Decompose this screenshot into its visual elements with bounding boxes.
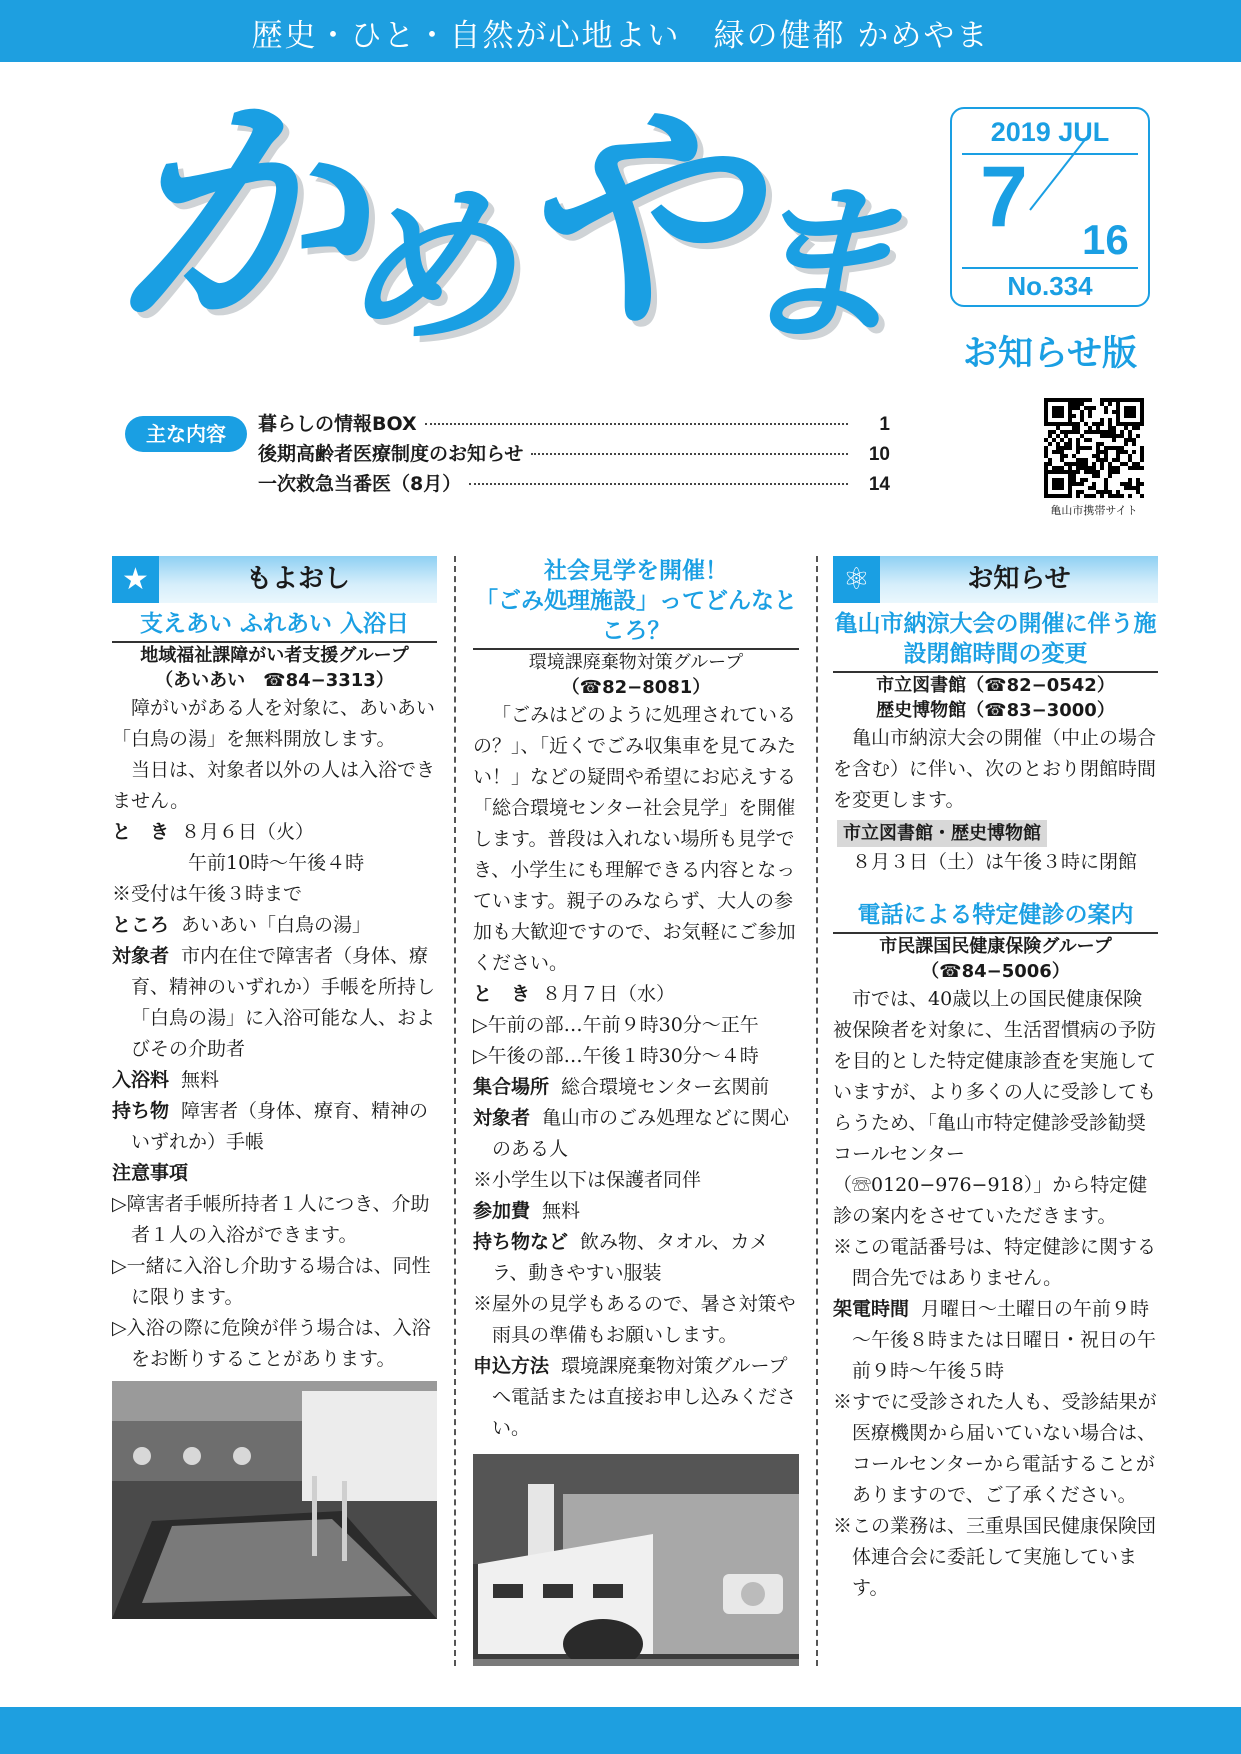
qr-code[interactable] (1044, 398, 1144, 498)
article-paragraph: 当日は、対象者以外の人は入浴できません。 (112, 759, 436, 812)
detail-value: 総合環境センター玄関前 (561, 1076, 770, 1098)
article-paragraph: 亀山市納涼大会の開催（中止の場合を含む）に伴い、次のとおり閉館時間を変更します。 (833, 727, 1157, 811)
article-department: 市民課国民健康保険グループ (879, 936, 1112, 957)
detail-key: 対象者 (473, 1107, 531, 1129)
issue-number: No.334 (1007, 271, 1093, 301)
issue-day: 16 (1082, 216, 1129, 263)
detail-key: 参加費 (473, 1200, 531, 1222)
masthead-char: や (512, 79, 753, 361)
feature-column (473, 556, 799, 1666)
detail-item (473, 1351, 799, 1444)
contents-item-page: 10 (868, 444, 890, 465)
bath-photo-image (112, 1381, 437, 1619)
detail-key: 持ち物など (473, 1231, 569, 1253)
detail-value: 環境課廃棄物対策グループへ電話または直接お申し込みください。 (492, 1355, 797, 1439)
detail-value: ▷午後の部…午後１時30分～４時 (473, 1045, 759, 1067)
detail-item (473, 1010, 799, 1041)
detail-key: 対象者 (112, 945, 170, 967)
section-header-title: もよおし (245, 564, 350, 594)
detail-value: ８月６日（火） (181, 821, 315, 843)
contents-list (258, 409, 890, 499)
detail-value: 午前10時～午後４時 (112, 852, 365, 874)
atom-icon: ⚛ (833, 556, 880, 603)
star-icon: ★ (112, 556, 159, 603)
detail-value: あいあい「白鳥の湯」 (181, 914, 372, 936)
detail-item (833, 1294, 1158, 1387)
contents-item-title: 後期高齢者医療制度のお知らせ (258, 443, 524, 465)
detail-value: ※受付は午後３時まで (112, 883, 303, 905)
detail-item (473, 1072, 799, 1103)
note-item: ▷障害者手帳所持者１人につき、介助者１人の入浴ができます。 (112, 1193, 430, 1246)
issue-year-month: 2019 JUL (990, 117, 1110, 147)
masthead-char: め (340, 165, 515, 370)
leader-dots (469, 483, 848, 485)
detail-item (112, 1096, 437, 1158)
issue-date-box (950, 107, 1150, 307)
masthead-logo (112, 68, 903, 380)
detail-key: と き (473, 983, 531, 1005)
detail-item (473, 1041, 799, 1072)
facility-badge: 市立図書館・歴史博物館 (837, 820, 1047, 847)
qr-code-graphic (1044, 398, 1144, 498)
events-column (112, 556, 437, 1666)
detail-key: と き (112, 821, 170, 843)
column-divider (816, 556, 818, 1666)
detail-key: ところ (112, 914, 170, 936)
note-item: ▷入浴の際に危険が伴う場合は、入浴をお断りすることがあります。 (112, 1317, 431, 1370)
detail-value: 飲み物、タオル、カメラ、動きやすい服装 (492, 1231, 769, 1284)
contents-item[interactable] (258, 439, 890, 469)
detail-key: 集合場所 (473, 1076, 550, 1098)
slogan: 歴史・ひと・自然が心地よい 緑の健都 かめやま (251, 18, 990, 54)
column-divider (454, 556, 456, 1666)
detail-value: 障害者（身体、療育、精神のいずれか）手帳 (131, 1100, 429, 1153)
detail-value: ※すでに受診された人も、受診結果が医療機関から届いていない場合は、コールセンターから電話することがありますので、ご了承ください。 (833, 1391, 1157, 1506)
article-title: 支えあい ふれあい 入浴日 (112, 609, 437, 643)
detail-value: ※小学生以下は保護者同伴 (473, 1169, 702, 1191)
article-department: 市立図書館（☎82−0542） (876, 675, 1115, 696)
detail-item (473, 1227, 799, 1289)
detail-item (473, 1103, 799, 1165)
article-department: 環境課廃棄物対策グループ (528, 652, 744, 673)
section-header-events (112, 556, 437, 603)
qr-caption: 亀山市携帯サイト (1050, 504, 1138, 517)
detail-item (473, 1196, 799, 1227)
contents-item-page: 1 (879, 414, 890, 435)
contents-item-page: 14 (868, 474, 890, 495)
detail-value: 無料 (181, 1069, 220, 1091)
detail-item (833, 1387, 1158, 1511)
detail-value: 月曜日～土曜日の午前９時～午後８時または日曜日・祝日の午前９時～午後５時 (852, 1298, 1157, 1382)
article-paragraph: 障がいがある人を対象に、あいあい「白鳥の湯」を無料開放します。 (112, 697, 436, 750)
masthead-char: か (112, 68, 362, 362)
detail-item (112, 848, 437, 879)
detail-value: 無料 (542, 1200, 581, 1222)
leader-dots (531, 453, 848, 455)
edition-title: お知らせ版 (963, 334, 1137, 374)
detail-item (112, 879, 437, 910)
article-detail: ８月３日（土）は午後３時に閉館 (852, 851, 1138, 873)
masthead-char: ま (732, 165, 903, 365)
note-item: ▷一緒に入浴し介助する場合は、同性に限ります。 (112, 1255, 431, 1308)
detail-item (473, 979, 799, 1010)
top-banner (0, 0, 1241, 62)
detail-key: 入浴料 (112, 1069, 170, 1091)
detail-item (112, 910, 437, 941)
section-header-notices (833, 556, 1158, 603)
detail-value: ※この電話番号は、特定健診に関する問合先ではありません。 (833, 1236, 1157, 1289)
contents-item-title: 暮らしの情報BOX (258, 413, 417, 435)
contents-item-title: 一次救急当番医（8月） (258, 473, 462, 495)
detail-item (473, 1165, 799, 1196)
divider (962, 267, 1138, 269)
detail-value: ※屋外の見学もあるので、暑さ対策や雨具の準備もお願いします。 (473, 1293, 796, 1346)
article-department: 地域福祉課障がい者支援グループ (140, 645, 409, 666)
notes-heading: 注意事項 (112, 1162, 189, 1184)
article-contact: （☎84−5006） (921, 961, 1070, 982)
detail-value: 亀山市のごみ処理などに関心のある人 (492, 1107, 790, 1160)
detail-item (833, 1511, 1158, 1604)
detail-value: ８月７日（水） (542, 983, 676, 1005)
contents-item[interactable] (258, 469, 890, 499)
article-paragraph: 市では、40歳以上の国民健康保険被保険者を対象に、生活習慣病の予防を目的とした特定健康診査を実施していますが、より多くの人に受診してもらうため、「亀山市特定健診受診勧奨コールセンター（☏0120−976−918）」から特定健診の案内をさせていただきます。 (833, 988, 1157, 1227)
detail-value: ▷午前の部…午前９時30分～正午 (473, 1014, 759, 1036)
spacer (833, 878, 1158, 900)
detail-key: 申込方法 (473, 1355, 550, 1377)
section-header-title: お知らせ (967, 564, 1071, 594)
article-title: 電話による特定健診の案内 (833, 900, 1158, 934)
article-title: 亀山市納涼大会の開催に伴う施設閉館時間の変更 (833, 609, 1158, 673)
feature-title-line2: 「ごみ処理施設」ってどんなところ？ (473, 586, 799, 650)
detail-value: ※この業務は、三重県国民健康保険団体連合会に委託して実施しています。 (833, 1515, 1157, 1599)
contents-item[interactable] (258, 409, 890, 439)
article-paragraph: 「ごみはどのように処理されているの？」、「近くでごみ収集車を見てみたい！」などの疑問や希望にお応えする「総合環境センター社会見学」を開催します。普段は入れない場所も見学でき、小学生にも理解できる内容となっています。親子のみならず、大人の参加も大歓迎ですので、お気軽にご参加ください。 (473, 704, 797, 974)
issue-month: 7 (980, 149, 1028, 245)
facility-photo-image (473, 1454, 799, 1666)
facility-photo (473, 1454, 799, 1666)
detail-item (112, 1065, 437, 1096)
feature-title-line1: 社会見学を開催！ (544, 558, 728, 584)
bath-photo (112, 1381, 437, 1619)
leader-dots (425, 423, 848, 425)
contents-badge: 主な内容 (125, 416, 247, 452)
article-contact: （☎82−8081） (561, 677, 711, 698)
detail-key: 持ち物 (112, 1100, 170, 1122)
detail-value: 市内在住で障害者（身体、療育、精神のいずれか）手帳を所持し「白鳥の湯」に入浴可能な人、およびその介助者 (131, 945, 436, 1060)
notices-column (833, 556, 1158, 1666)
article-contact: （あいあい ☎84−3313） (155, 670, 394, 691)
detail-item (473, 1289, 799, 1351)
article-department: 歴史博物館（☎83−3000） (876, 700, 1115, 721)
detail-item (112, 817, 437, 848)
detail-key: 架電時間 (833, 1298, 910, 1320)
detail-item (112, 941, 437, 1065)
detail-item (833, 1232, 1158, 1294)
bottom-banner (0, 1707, 1241, 1754)
